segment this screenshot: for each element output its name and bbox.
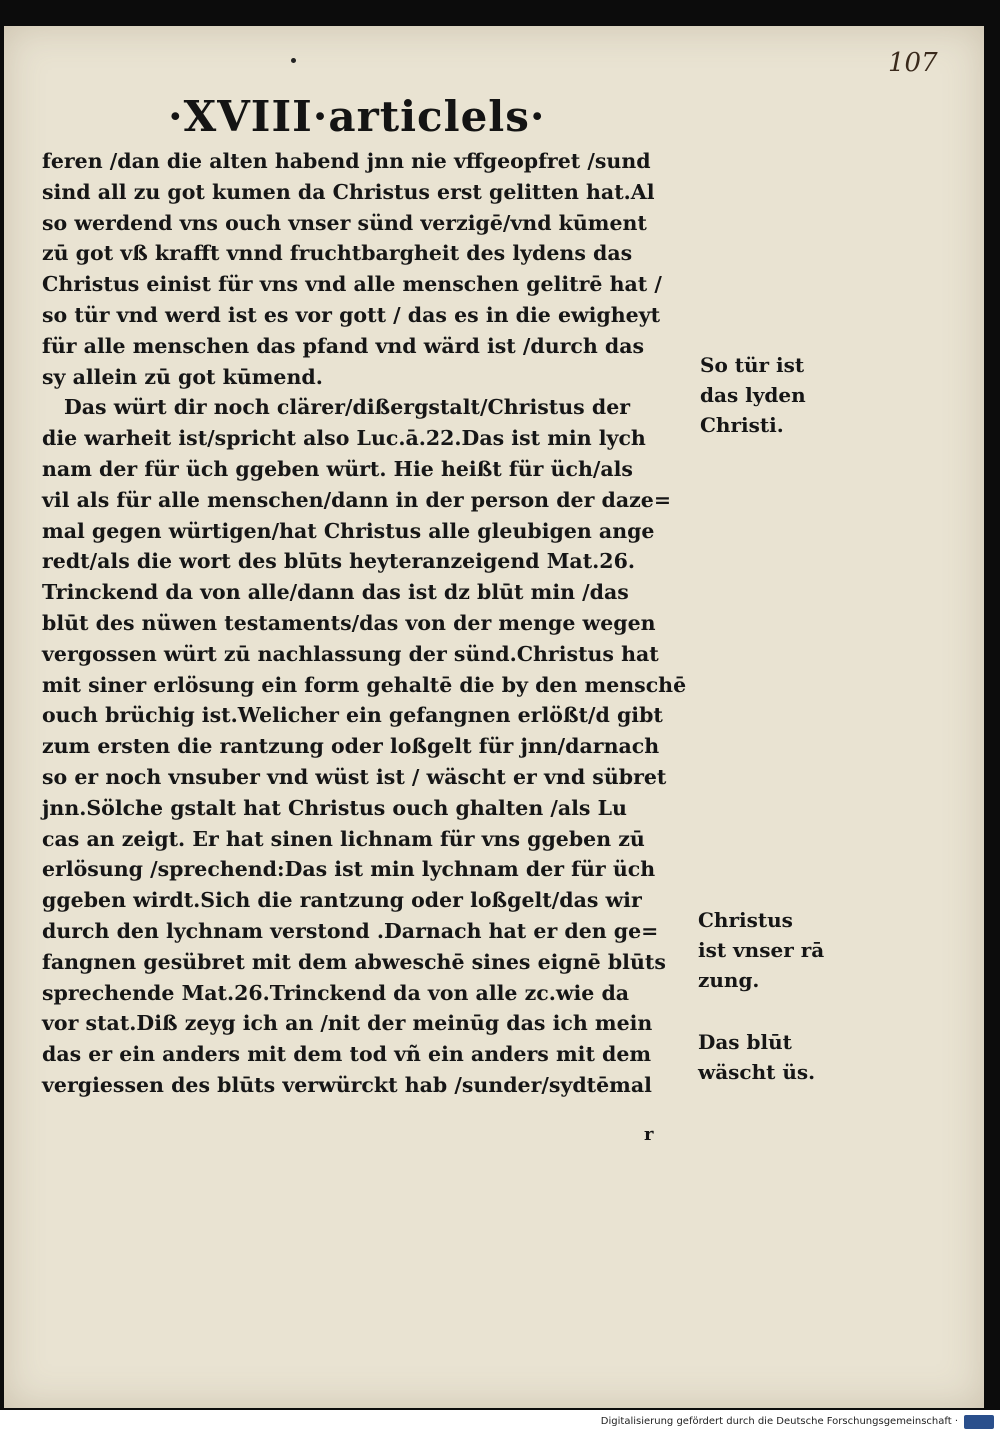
text-line: vergossen würt zū nachlassung der sünd.Christus hat: [42, 641, 659, 666]
marginal-line: das lyden: [700, 383, 806, 407]
footer-bar: [0, 1412, 1000, 1434]
text-line: Trinckend da von alle/dann das ist dz blūt min /das: [42, 580, 629, 605]
text-line: redt/als die wort des blūts heyteranzeigend Mat.26.: [42, 549, 635, 574]
marginal-line: Das blūt: [698, 1030, 792, 1054]
text-line: sprechende Mat.26.Trinckend da von alle zc.wie da: [42, 980, 630, 1005]
text-line: so er noch vnsuber vnd wüst ist / wäscht er vnd sübret: [42, 764, 667, 789]
ink-dot: [291, 58, 296, 63]
marginal-line: Christi.: [700, 413, 784, 437]
text-line: ouch brüchig ist.Welicher ein gefangnen erlößt/d gibt: [42, 703, 663, 728]
marginal-line: So tür ist: [700, 353, 805, 377]
text-line: so tür vnd werd ist es vor gott / das es in die ewigheyt: [42, 302, 661, 327]
text-line: vor stat.Diß zeyg ich an /nit der meinūg das ich mein: [42, 1011, 653, 1036]
text-line: cas an zeigt. Er hat sinen lichnam für vns ggeben zū: [42, 826, 645, 851]
text-line: durch den lychnam verstond .Darnach hat er den ge=: [42, 918, 659, 943]
text-line: zum ersten die rantzung oder loßgelt für jnn/darnach: [42, 734, 660, 759]
signature-mark: r: [644, 1124, 654, 1145]
marginal-line: zung.: [698, 968, 760, 992]
text-line: fangnen gesübret mit dem abweschē sines eignē blūts: [42, 949, 666, 974]
text-line: Das würt dir noch clärer/dißergstalt/Christus der: [64, 395, 631, 420]
folio-number: 107: [888, 48, 938, 78]
marginal-line: Christus: [698, 908, 793, 932]
marginal-note: [698, 1027, 815, 1087]
text-line: das er ein anders mit dem tod vñ ein anders mit dem: [42, 1042, 652, 1067]
text-line: Christus einist für vns vnd alle menschen gelitrē hat /: [42, 272, 662, 297]
text-line: mit siner erlösung ein form gehaltē die by den menschē: [42, 672, 687, 697]
dfg-logo: [964, 1415, 994, 1429]
text-line: für alle menschen das pfand vnd wärd ist /durch das: [42, 333, 645, 358]
running-header: ·XVIII·articlels·: [168, 92, 546, 141]
text-line: erlösung /sprechend:Das ist min lychnam der für üch: [42, 857, 656, 882]
body-text: [42, 146, 702, 1101]
marginal-line: wäscht üs.: [698, 1060, 816, 1084]
text-line: mal gegen würtigen/hat Christus alle gleubigen ange: [42, 518, 655, 543]
text-line: feren /dan die alten habend jnn nie vffgeopfret /sund: [42, 149, 651, 173]
footer-credit: Digitalisierung gefördert durch die Deutsche Forschungsgemeinschaft ·: [600, 1416, 958, 1427]
text-line: blūt des nüwen testaments/das von der menge wegen: [42, 610, 656, 635]
text-line: vergiessen des blūts verwürckt hab /sunder/sydtēmal: [42, 1072, 652, 1097]
text-line: vil als für alle menschen/dann in der person der daze=: [42, 487, 672, 512]
text-line: so werdend vns ouch vnser sünd verzigē/vnd kūment: [42, 210, 647, 235]
text-line: sy allein zū got kūmend.: [42, 364, 323, 389]
text-line: ggeben wirdt.Sich die rantzung oder loßgelt/das wir: [42, 888, 642, 913]
text-line: die warheit ist/spricht also Luc.ā.22.Das ist min lych: [42, 426, 646, 451]
text-line: nam der für üch ggeben würt. Hie heißt für üch/als: [42, 456, 633, 481]
text-line: sind all zu got kumen da Christus erst gelitten hat.Al: [42, 179, 655, 204]
marginal-note: [700, 350, 806, 440]
marginal-line: ist vnser rā: [698, 938, 825, 962]
text-line: jnn.Sölche gstalt hat Christus ouch ghalten /als Lu: [42, 795, 627, 820]
text-line: zū got vß krafft vnnd fruchtbargheit des lydens das: [42, 241, 633, 266]
marginal-note: [698, 905, 824, 995]
